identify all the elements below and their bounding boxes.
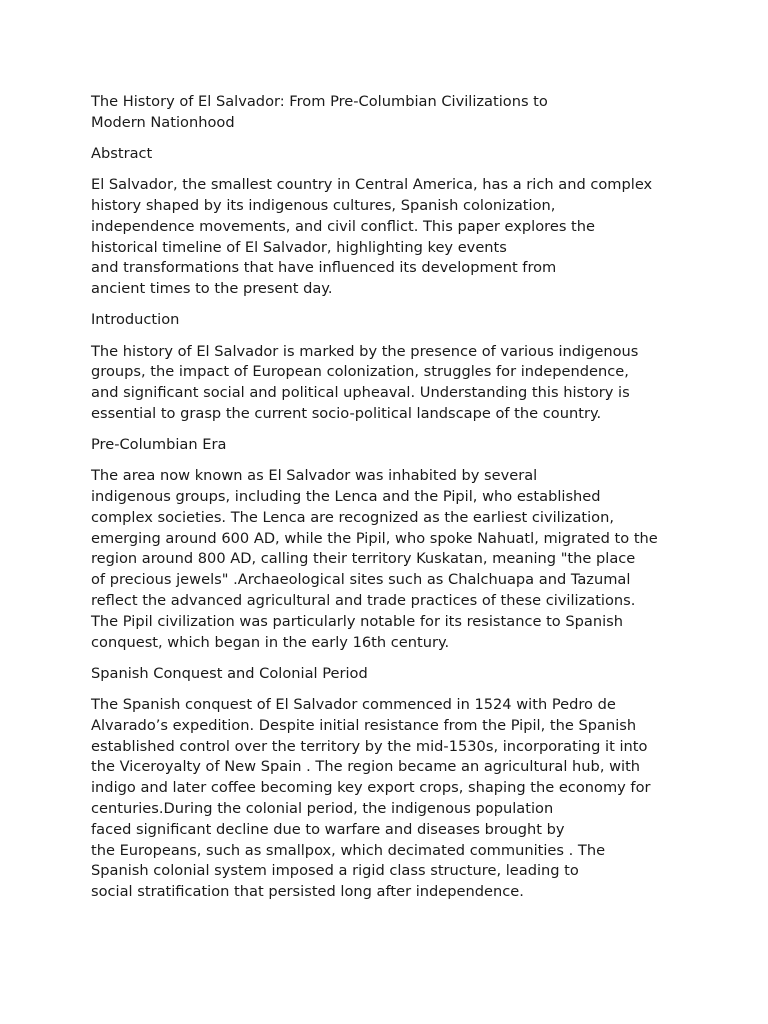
text-line: The Spanish conquest of El Salvador commenced in 1524 with Pedro de [91, 696, 616, 714]
text-line: The history of El Salvador is marked by the presence of various indigenous [91, 342, 639, 360]
text-line: established control over the territory by the mid-1530s, incorporating it into [91, 737, 648, 755]
section-body-pre-columbian [91, 466, 691, 653]
section-heading: Spanish Conquest and Colonial Period [91, 664, 368, 682]
text-line: and transformations that have influenced its development from [91, 259, 557, 277]
text-line: emerging around 600 AD, while the Pipil, who spoke Nahuatl, migrated to the [91, 529, 658, 547]
title-line: The History of El Salvador: From Pre-Columbian Civilizations to [91, 93, 548, 110]
text-line: region around 800 AD, calling their territory Kuskatan, meaning "the place [91, 550, 636, 568]
title-line: Modern Nationhood [91, 113, 235, 131]
section-heading: Abstract [91, 144, 153, 162]
section-body-spanish-conquest [91, 695, 691, 903]
text-line: The Pipil civilization was particularly notable for its resistance to Spanish [91, 612, 624, 630]
section-body-abstract [91, 175, 691, 300]
section-heading-pre-columbian [91, 435, 691, 456]
text-line: centuries.During the colonial period, the indigenous population [91, 800, 554, 818]
text-line: Alvarado’s expedition. Despite initial resistance from the Pipil, the Spanish [91, 716, 637, 734]
text-line: groups, the impact of European colonization, struggles for independence, [91, 363, 629, 381]
text-line: essential to grasp the current socio-political landscape of the country. [91, 404, 602, 422]
document-page [91, 92, 691, 913]
text-line: faced significant decline due to warfare and diseases brought by [91, 820, 565, 838]
text-line: social stratification that persisted long after independence. [91, 883, 524, 901]
text-line: history shaped by its indigenous cultures, Spanish colonization, [91, 196, 556, 214]
text-line: the Europeans, such as smallpox, which decimated communities . The [91, 841, 606, 859]
text-line: historical timeline of El Salvador, highlighting key events [91, 238, 507, 256]
text-line: indigo and later coffee becoming key export crops, shaping the economy for [91, 779, 651, 797]
text-line: of precious jewels" .Archaeological sites such as Chalchuapa and Tazumal [91, 571, 631, 589]
section-heading-introduction [91, 310, 691, 331]
text-line: independence movements, and civil conflict. This paper explores the [91, 217, 596, 235]
document-title [91, 92, 691, 134]
section-heading-spanish-conquest [91, 664, 691, 685]
text-line: the Viceroyalty of New Spain . The region became an agricultural hub, with [91, 758, 641, 776]
text-line: El Salvador, the smallest country in Central America, has a rich and complex [91, 176, 653, 194]
section-heading-abstract [91, 144, 691, 165]
section-heading: Introduction [91, 311, 180, 329]
text-line: Spanish colonial system imposed a rigid class structure, leading to [91, 862, 579, 880]
text-line: ancient times to the present day. [91, 280, 333, 298]
text-line: indigenous groups, including the Lenca and the Pipil, who established [91, 488, 601, 506]
section-body-introduction [91, 342, 691, 425]
section-heading: Pre-Columbian Era [91, 436, 227, 454]
text-line: and significant social and political upheaval. Understanding this history is [91, 384, 630, 402]
text-line: complex societies. The Lenca are recognized as the earliest civilization, [91, 508, 614, 526]
text-line: The area now known as El Salvador was inhabited by several [91, 467, 538, 485]
text-line: conquest, which began in the early 16th century. [91, 633, 450, 651]
text-line: reflect the advanced agricultural and trade practices of these civilizations. [91, 592, 636, 610]
